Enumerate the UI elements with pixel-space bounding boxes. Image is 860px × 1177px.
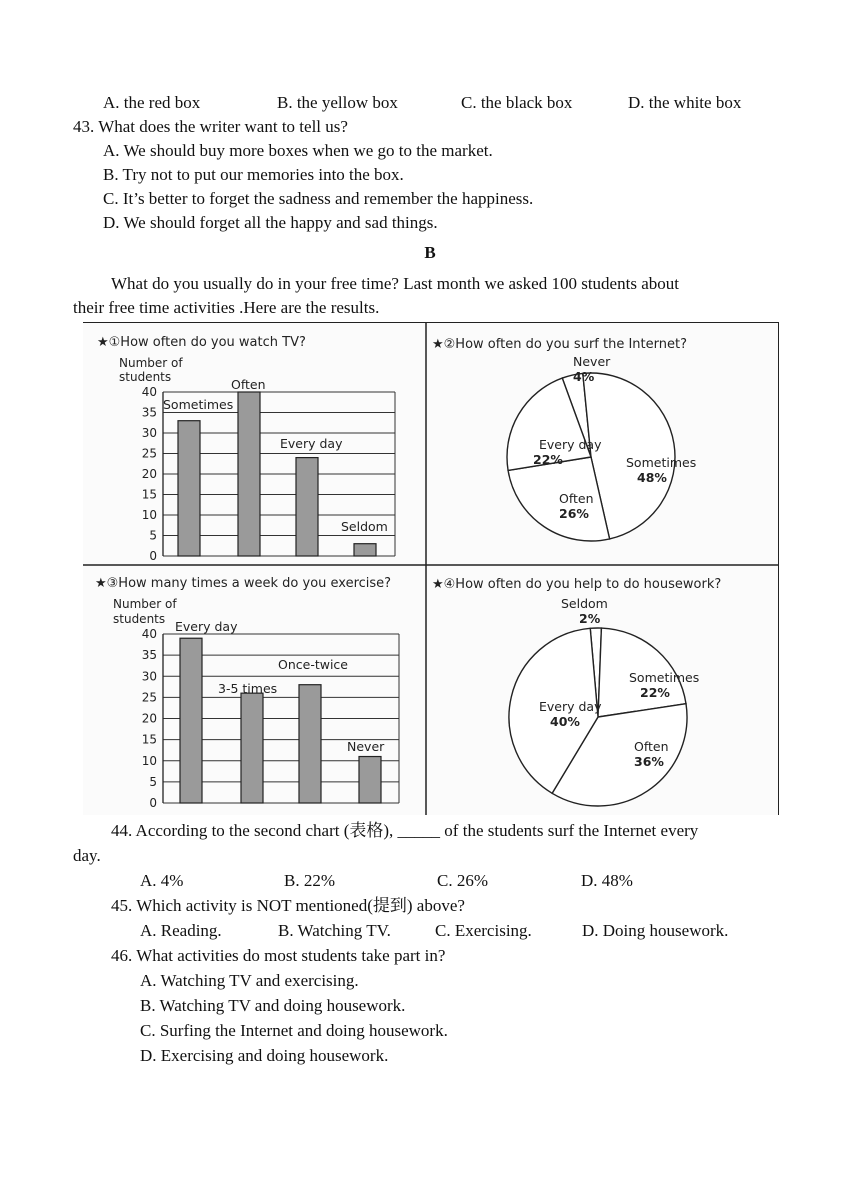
q45-question: 45. Which activity is NOT mentioned(提到) above? <box>111 896 465 915</box>
pie-slice-value: 36% <box>634 754 664 769</box>
bar-category-label: Seldom <box>341 519 388 534</box>
q45-option-c: C. Exercising. <box>435 921 532 940</box>
y-tick-label: 20 <box>141 467 157 481</box>
pie-slice-value: 40% <box>550 714 580 729</box>
pie-slice-value: 22% <box>640 685 670 700</box>
q46-option-c: C. Surfing the Internet and doing housework. <box>140 1021 448 1040</box>
q43-option-b: B. Try not to put our memories into the box. <box>103 165 404 184</box>
y-tick-label: 25 <box>141 690 157 705</box>
pie-chart-title: ★④How often do you help to do housework? <box>432 577 722 592</box>
y-tick-label: 10 <box>141 508 157 522</box>
bar-category-label: Every day <box>175 619 238 634</box>
q43-option-a: A. We should buy more boxes when we go to the market. <box>103 141 493 160</box>
bar-chart-title: ★③How many times a week do you exercise? <box>95 576 392 591</box>
q42-option-b: B. the yellow box <box>277 93 398 112</box>
pie-slice-value: 22% <box>533 452 563 467</box>
q44-question-line1: 44. According to the second chart (表格), _____ of the students surf the Internet every <box>111 821 699 840</box>
q46-question: 46. What activities do most students take part in? <box>111 946 446 965</box>
pie-chart-1 <box>432 337 696 541</box>
bar-often <box>238 392 260 556</box>
y-tick-label: 25 <box>141 446 157 461</box>
pie-slice-value: 4% <box>573 369 595 384</box>
y-axis-label-line2: students <box>113 612 166 626</box>
pie-slice-value: 26% <box>559 506 589 521</box>
pie-chart-2 <box>432 577 721 806</box>
q43-option-d: D. We should forget all the happy and sad things. <box>103 213 438 232</box>
bar-category-label: Never <box>347 739 385 754</box>
bar-chart-1 <box>97 335 395 563</box>
q44-option-b: B. 22% <box>284 871 335 890</box>
q42-option-d: D. the white box <box>628 93 742 112</box>
q46-option-b: B. Watching TV and doing housework. <box>140 996 406 1015</box>
y-tick-label: 30 <box>141 669 157 684</box>
y-axis-label-line2: students <box>119 370 172 384</box>
section-b-intro-line1: What do you usually do in your free time? Last month we asked 100 students about <box>111 274 679 293</box>
section-b-intro-line2: their free time activities .Here are the results. <box>73 298 380 317</box>
bar-every-day <box>296 458 318 556</box>
y-tick-label: 35 <box>141 405 157 420</box>
q46-option-a: A. Watching TV and exercising. <box>140 971 359 990</box>
y-tick-label: 20 <box>141 711 157 726</box>
survey-charts-svg <box>83 323 778 815</box>
pie-slice-label: Often <box>634 739 669 754</box>
pie-slice-value: 48% <box>637 470 667 485</box>
y-axis-label-line1: Number of <box>113 597 177 611</box>
y-tick-label: 40 <box>141 385 157 399</box>
pie-slice-label: Never <box>573 354 611 369</box>
y-tick-label: 0 <box>149 549 157 563</box>
q44-option-d: D. 48% <box>581 871 633 890</box>
bar-category-label: Often <box>231 377 266 392</box>
bar-category-label: Once-twice <box>278 657 348 672</box>
q44-option-c: C. 26% <box>437 871 488 890</box>
y-axis-label-line1: Number of <box>119 356 183 370</box>
y-tick-label: 35 <box>141 648 157 663</box>
q44-question-line2: day. <box>73 846 101 865</box>
pie-slice-value: 2% <box>579 611 601 626</box>
survey-charts-figure <box>83 322 779 815</box>
pie-slice-label: Every day <box>539 699 602 714</box>
y-tick-label: 40 <box>141 627 157 641</box>
bar-chart-title: ★①How often do you watch TV? <box>97 335 306 350</box>
bar-category-label: 3-5 times <box>218 681 278 696</box>
y-tick-label: 5 <box>149 528 157 543</box>
bar-every-day <box>180 638 202 803</box>
section-b-heading: B <box>424 243 436 262</box>
q42-option-a: A. the red box <box>103 93 201 112</box>
q45-option-b: B. Watching TV. <box>278 921 391 940</box>
pie-slice-label: Seldom <box>561 596 608 611</box>
q42-option-c: C. the black box <box>461 93 573 112</box>
q43-question: 43. What does the writer want to tell us? <box>73 117 348 136</box>
pie-slice-label: Every day <box>539 437 602 452</box>
pie-slice-label: Sometimes <box>626 455 697 470</box>
q44-option-a: A. 4% <box>140 871 184 890</box>
q45-option-a: A. Reading. <box>140 921 222 940</box>
bar-3-5-times <box>241 693 263 803</box>
q43-option-c: C. It’s better to forget the sadness and remember the happiness. <box>103 189 534 208</box>
q45-option-d: D. Doing housework. <box>582 921 729 940</box>
bar-category-label: Every day <box>280 436 343 451</box>
pie-chart-title: ★②How often do you surf the Internet? <box>432 337 687 352</box>
y-tick-label: 10 <box>141 753 157 768</box>
y-tick-label: 0 <box>149 796 157 810</box>
y-tick-label: 15 <box>141 487 157 502</box>
q46-option-d: D. Exercising and doing housework. <box>140 1046 389 1065</box>
bar-never <box>359 757 381 803</box>
bar-seldom <box>354 544 376 556</box>
pie-slice-label: Often <box>559 491 594 506</box>
bar-sometimes <box>178 421 200 556</box>
pie-slice-label: Sometimes <box>629 670 700 685</box>
bar-chart-2 <box>95 576 399 810</box>
y-tick-label: 30 <box>141 426 157 440</box>
bar-once-twice <box>299 685 321 803</box>
bar-category-label: Sometimes <box>163 397 234 412</box>
y-tick-label: 5 <box>149 774 157 789</box>
y-tick-label: 15 <box>141 732 157 747</box>
